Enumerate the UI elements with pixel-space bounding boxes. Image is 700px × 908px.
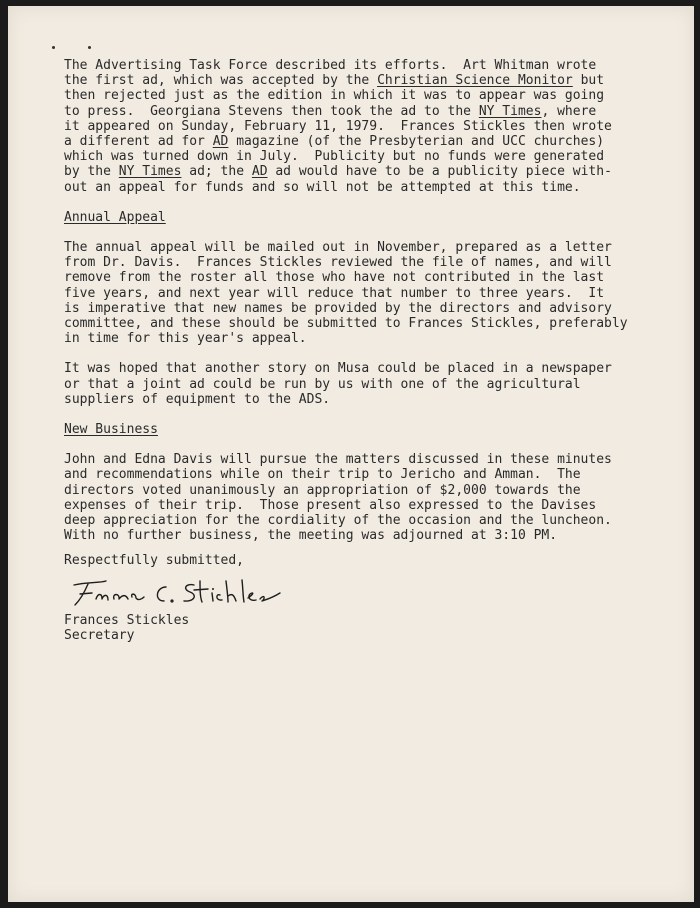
dot-mark — [52, 46, 55, 49]
underlined-title: AD — [212, 134, 229, 150]
signer-title: Secretary — [64, 627, 135, 643]
text-line: to press. Georgiana Stevens then took the ad to the NY Times, where — [64, 103, 597, 119]
paragraph-advertising — [64, 58, 664, 195]
text-line: and recommendations while on their trip to Jericho and Amman. The — [64, 467, 581, 483]
handwritten-signature — [66, 575, 296, 609]
heading-annual-appeal: Annual Appeal — [64, 209, 166, 225]
text-line: in time for this year's appeal. — [64, 331, 307, 347]
underlined-title: NY Times — [118, 164, 182, 180]
text-line: committee, and these should be submitted to Frances Stickles, preferably — [64, 316, 628, 332]
text-line: from Dr. Davis. Frances Stickles reviewed the file of names, and will — [64, 255, 612, 271]
paragraph-new-business — [64, 452, 664, 543]
dot-mark — [88, 46, 91, 49]
text-line: five years, and next year will reduce that number to three years. It — [64, 285, 605, 301]
underlined-title: AD — [251, 164, 268, 180]
signer-name: Frances Stickles — [64, 612, 190, 628]
text-line: it appeared on Sunday, February 11, 1979. Frances Stickles then wrote — [64, 118, 612, 134]
underlined-title: NY Times — [478, 103, 542, 119]
text-line: With no further business, the meeting was adjourned at 3:10 PM. — [64, 528, 558, 544]
text-line: a different ad for AD magazine (of the Presbyterian and UCC churches) — [64, 134, 605, 150]
punch-marks — [52, 46, 92, 54]
text-line: or that a joint ad could be run by us with one of the agricultural — [64, 376, 581, 392]
underlined-title: Christian Science Monitor — [377, 73, 573, 89]
paragraph-annual-appeal — [64, 240, 664, 346]
text-line: The Advertising Task Force described its efforts. Art Whitman wrote — [64, 58, 597, 73]
text-line: remove from the roster all those who have not contributed in the last — [64, 270, 605, 286]
heading-new-business: New Business — [64, 422, 158, 438]
text-line: It was hoped that another story on Musa could be placed in a newspaper — [64, 361, 612, 377]
text-line: The annual appeal will be mailed out in November, prepared as a letter — [64, 240, 612, 256]
text-line: the first ad, which was accepted by the Christian Science Monitor but — [64, 73, 605, 89]
signature-drawing — [66, 575, 296, 609]
text-line: suppliers of equipment to the ADS. — [64, 391, 331, 407]
text-line: deep appreciation for the cordiality of the occasion and the luncheon. — [64, 513, 612, 529]
text-line: is imperative that new names be provided by the directors and advisory — [64, 300, 612, 316]
paragraph-musa — [64, 361, 664, 407]
text-line: John and Edna Davis will pursue the matters discussed in these minutes — [64, 452, 612, 468]
text-line: then rejected just as the edition in which it was to appear was going — [64, 88, 605, 104]
closing-line: Respectfully submitted, — [64, 553, 245, 569]
text-line: by the NY Times ad; the AD ad would have to be a publicity piece with- — [64, 164, 612, 180]
text-line: which was turned down in July. Publicity but no funds were generated — [64, 149, 605, 165]
text-line: expenses of their trip. Those present also expressed to the Davises — [64, 497, 597, 513]
text-line: out an appeal for funds and so will not be attempted at this time. — [64, 179, 581, 195]
minutes-text — [64, 58, 664, 643]
text-line: directors voted unanimously an appropriation of $2,000 towards the — [64, 482, 581, 498]
